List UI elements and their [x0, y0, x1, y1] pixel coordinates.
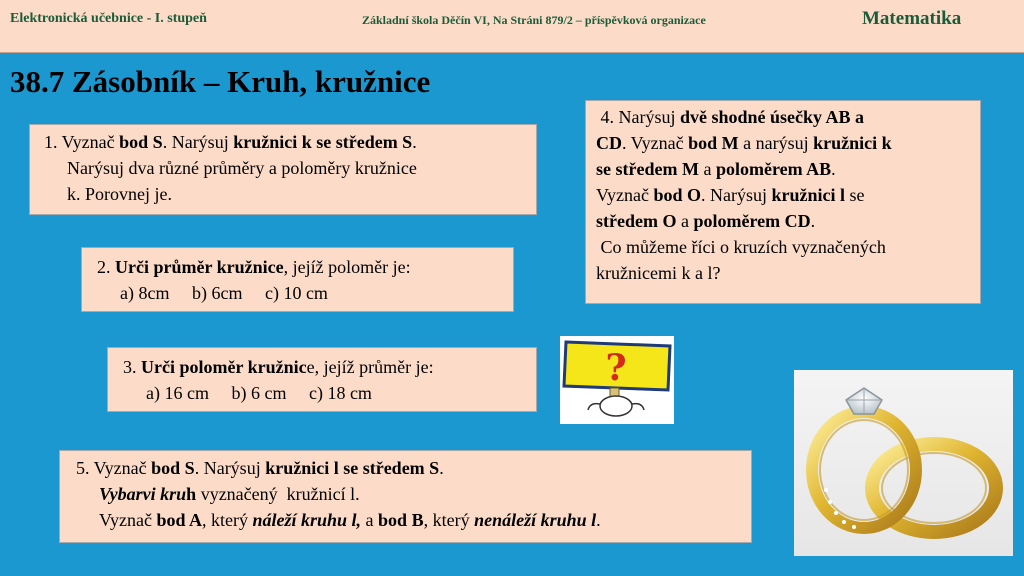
question-sign-icon	[560, 336, 674, 424]
task-2-line-1: 2. Urči průměr kružnice, jejíž poloměr je:	[97, 257, 411, 277]
task-4-line-3: se středem M a poloměrem AB.	[596, 159, 836, 179]
task-4-line-7: kružnicemi k a l?	[596, 263, 721, 283]
header-textbook-label: Elektronická učebnice - I. stupeň	[10, 11, 207, 26]
task-4-line-4: Vyznač bod O. Narýsuj kružnici l se	[596, 185, 865, 205]
rings-icon	[794, 370, 1013, 556]
task-3-options: a) 16 cm b) 6 cm c) 18 cm	[146, 383, 372, 403]
task-1-line-2: Narýsuj dva různé průměry a poloměry kružnice	[67, 158, 417, 178]
task-4-line-6: Co můžeme říci o kruzích vyznačených	[596, 237, 886, 257]
task-5-line-3: Vyznač bod A, který náleží kruhu l, a bod B, který nenáleží kruhu l.	[99, 510, 601, 530]
task-1-box	[29, 124, 537, 215]
task-5-line-2: Vybarvi kruh vyznačený kružnicí l.	[99, 484, 360, 504]
task-2-box	[81, 247, 514, 312]
wedding-rings-image	[794, 370, 1013, 556]
svg-text:?: ?	[605, 347, 627, 389]
task-4-line-5: středem O a poloměrem CD.	[596, 211, 816, 231]
header-school-label: Základní škola Děčín VI, Na Stráni 879/2 – příspěvková organizace	[362, 13, 706, 27]
task-4-box	[585, 100, 981, 304]
header-bar	[0, 0, 1024, 53]
task-3-box	[107, 347, 537, 412]
task-5-line-1: 5. Vyznač bod S. Narýsuj kružnici l se středem S.	[76, 458, 444, 478]
header-subject-label: Matematika	[862, 8, 962, 29]
task-1-line-3: k. Porovnej je.	[67, 184, 172, 204]
task-1-line-1: 1. Vyznač bod S. Narýsuj kružnici k se středem S.	[44, 132, 417, 152]
task-4-line-2: CD. Vyznač bod M a narýsuj kružnici k	[596, 133, 892, 153]
question-sign-image	[560, 336, 674, 424]
task-4-line-1: 4. Narýsuj dvě shodné úsečky AB a	[596, 107, 865, 127]
task-5-box	[59, 450, 752, 543]
task-2-options: a) 8cm b) 6cm c) 10 cm	[120, 283, 328, 303]
page-title: 38.7 Zásobník – Kruh, kružnice	[10, 64, 431, 99]
task-3-line-1: 3. Urči poloměr kružnice, jejíž průměr je:	[123, 357, 434, 377]
